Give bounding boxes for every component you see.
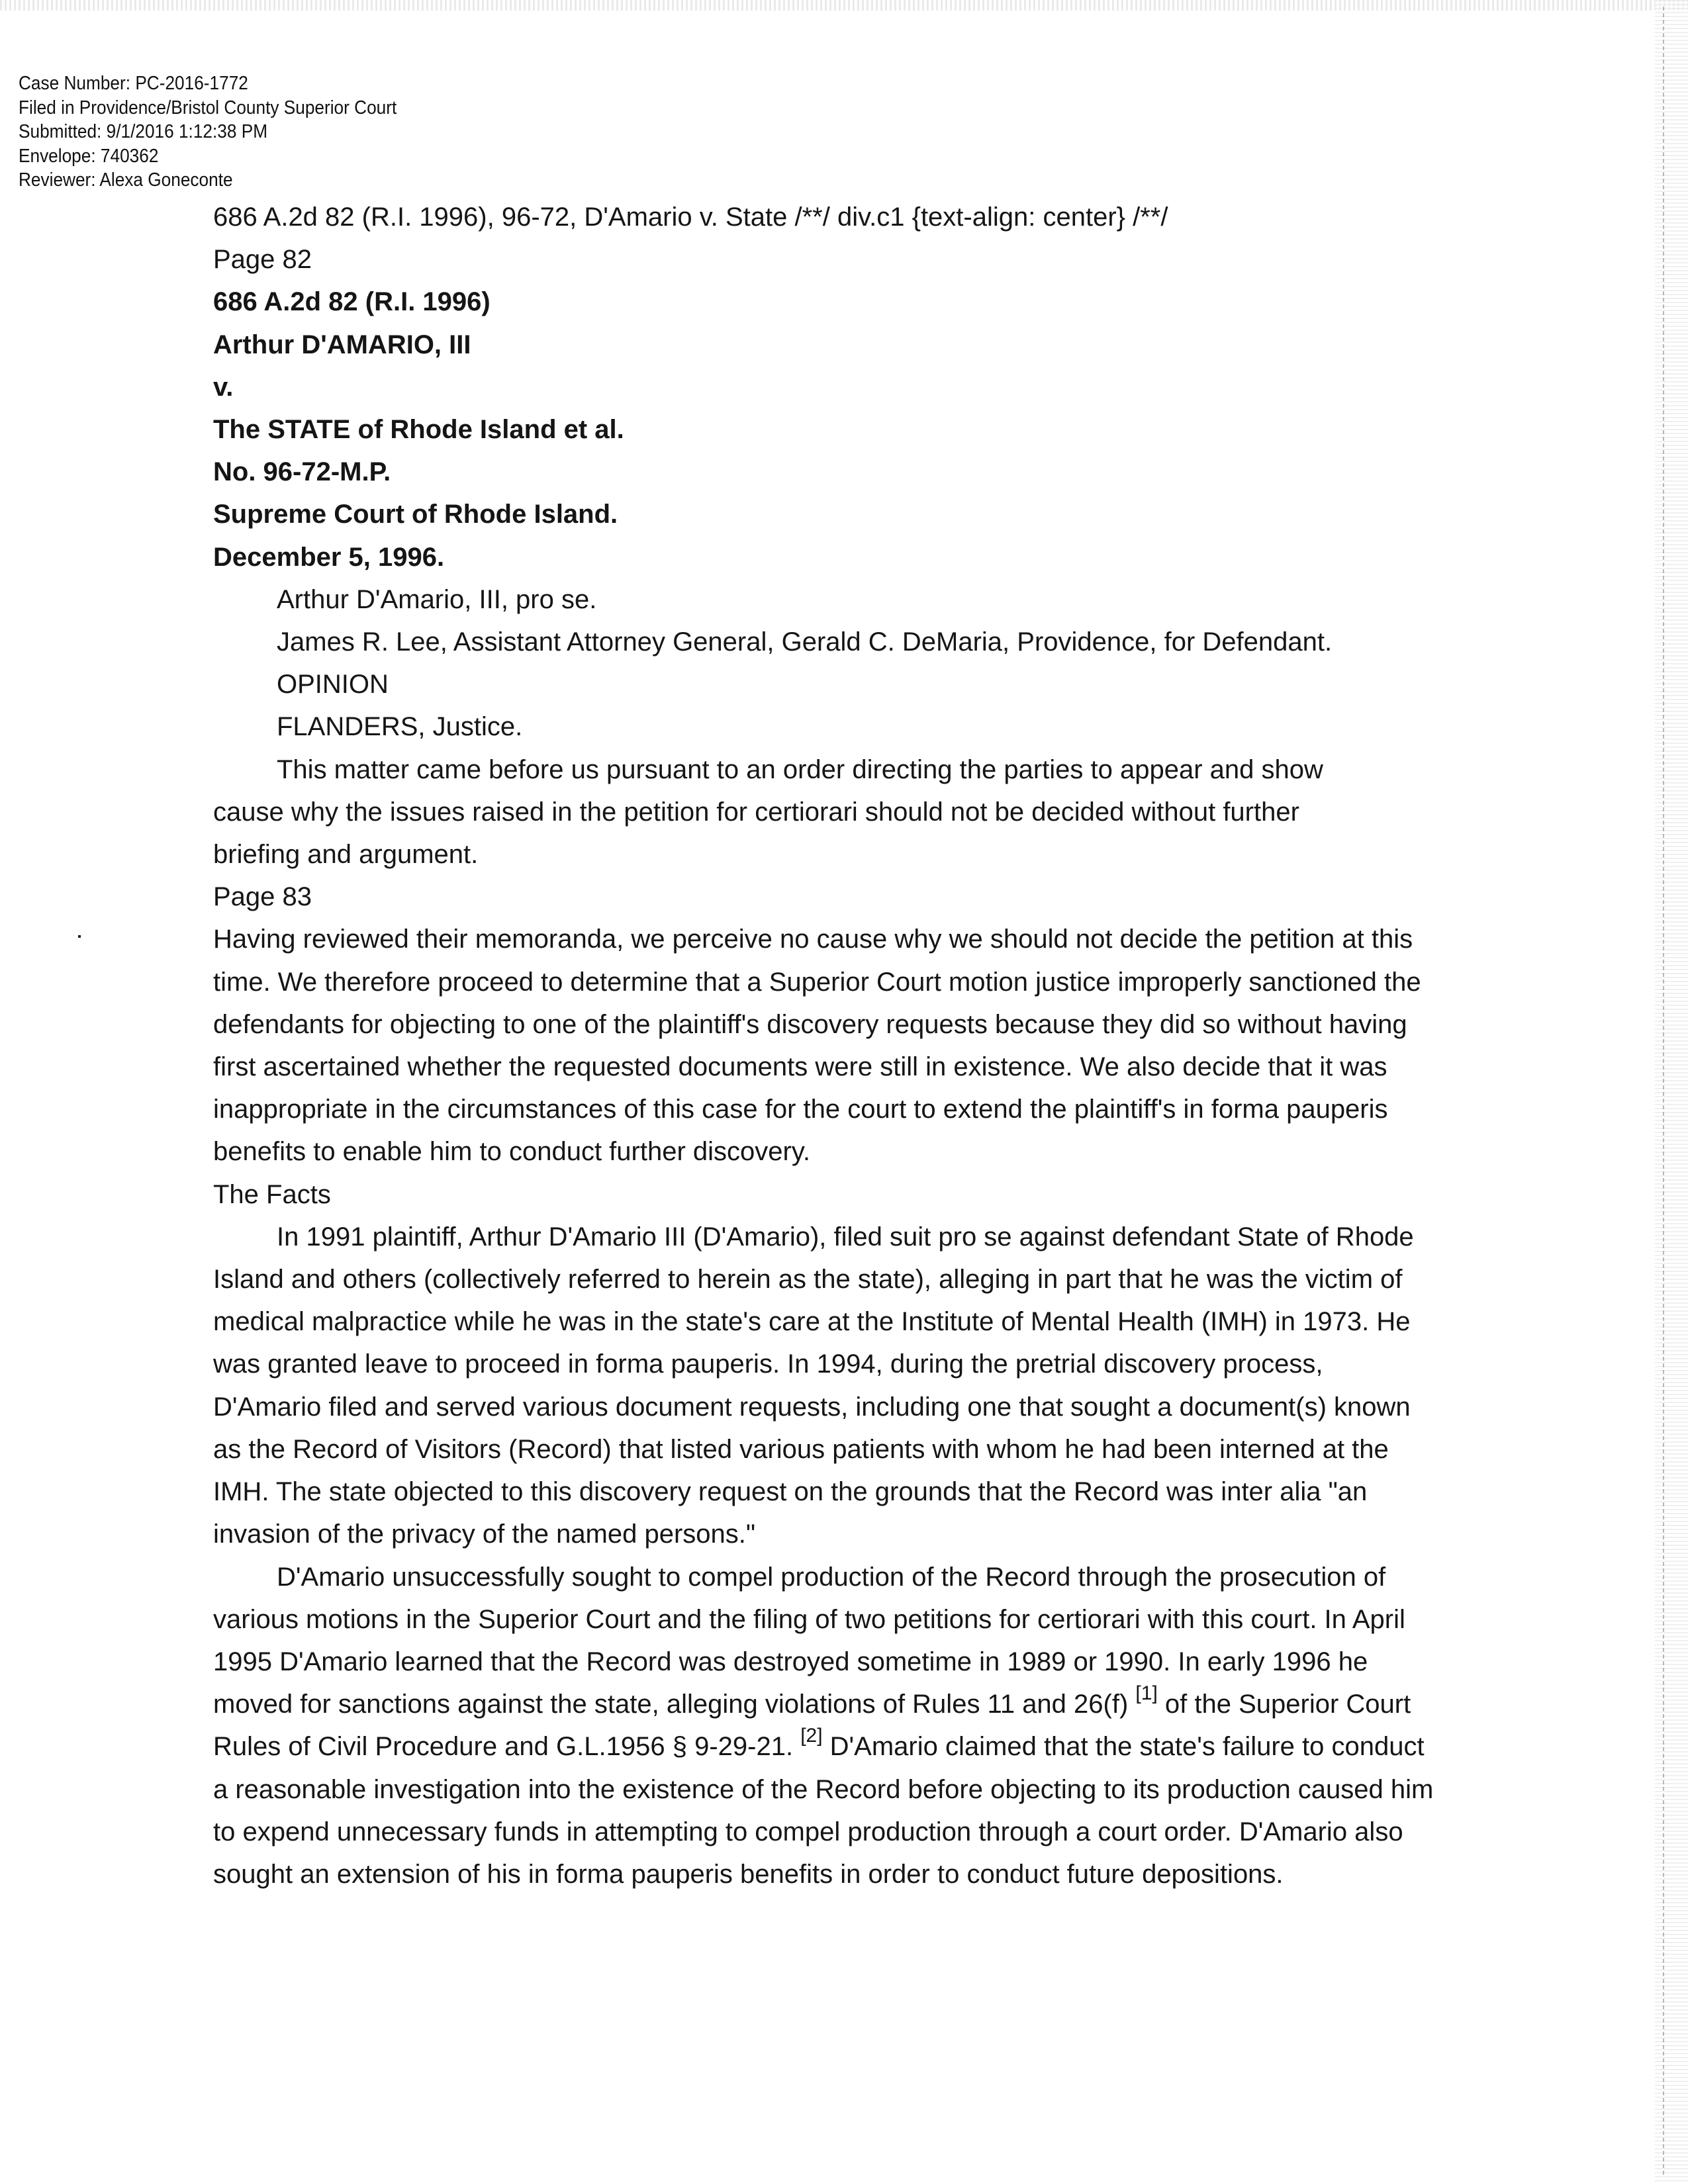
citation-bold: 686 A.2d 82 (R.I. 1996) — [213, 287, 491, 317]
footnote-ref-2[interactable]: [2] — [800, 1724, 823, 1747]
envelope-number: Envelope: 740362 — [19, 145, 159, 167]
facts-paragraph-2-part1: D'Amario unsuccessfully sought to compel production of the Record through the prosecution of various motions in the Superior Court and the filing of two petitions for certiorari with this court. In April 1995 D'Amario learned that the Record was destroyed sometime in 1989 or 1990. In early 1996 he moved for sanctions against the state, alleging violations of Rules 11 and 26(f) — [213, 1562, 1405, 1719]
page-marker-82: Page 82 — [213, 245, 312, 275]
filing-stamp — [19, 71, 397, 193]
facts-paragraph-1: In 1991 plaintiff, Arthur D'Amario III (D'Amario), filed suit pro se against defendant State of Rhode Island and others (collectively referred to herein as the state), alleging in part that he was the victim of medical malpractice while he was in the state's care at the Institute of Mental Health (IMH) in 1973. He was granted leave to proceed in forma pauperis. In 1994, during the pretrial discovery process, D'Amario filed and served various document requests, including one that sought a document(s) known as the Record of Visitors (Record) that listed various patients with whom he had been interned at the IMH. The state objected to this discovery request on the grounds that the Record was inter alia "an invasion of the privacy of the named persons." — [213, 1222, 1414, 1549]
reviewer: Reviewer: Alexa Goneconte — [19, 169, 233, 191]
filed-in: Filed in Providence/Bristol County Superior Court — [19, 97, 397, 118]
opinion-heading: OPINION — [277, 670, 389, 700]
versus: v. — [213, 372, 234, 402]
docket-number: No. 96-72-M.P. — [213, 457, 391, 487]
paragraph-2: Having reviewed their memoranda, we perceive no cause why we should not decide the petition at this time. We therefore proceed to determine that a Superior Court motion justice improperly sanctioned the defendants for objecting to one of the plaintiff's discovery requests because they did so without having first ascertained whether the requested documents were still in existence. We also decide that it was inappropriate in the circumstances of this case for the court to extend the plaintiff's in forma pauperis benefits to enable him to conduct further discovery. — [213, 925, 1421, 1167]
defendant-name: The STATE of Rhode Island et al. — [213, 415, 624, 445]
scan-artifact-right — [1655, 0, 1688, 2184]
citation-line: 686 A.2d 82 (R.I. 1996), 96-72, D'Amario v. State /**/ div.c1 {text-align: center} /**/ — [213, 203, 1168, 232]
decision-date: December 5, 1996. — [213, 542, 445, 572]
plaintiff-name: Arthur D'AMARIO, III — [213, 330, 471, 359]
page-marker-83: Page 83 — [213, 882, 312, 912]
facts-paragraph-2-part3: D'Amario claimed that the state's failure to conduct a reasonable investigation into the existence of the Record before objecting to its production caused him to expend unnecessary funds in attempting to compel production through a court order. D'Amario also sought an extension of his in forma pauperis benefits in order to conduct future depositions. — [213, 1732, 1434, 1889]
court-name: Supreme Court of Rhode Island. — [213, 500, 618, 529]
plaintiff-counsel: Arthur D'Amario, III, pro se. — [277, 584, 597, 614]
scan-artifact-top — [0, 0, 1688, 11]
footnote-ref-1[interactable]: [1] — [1135, 1682, 1158, 1704]
opinion-document — [213, 196, 1511, 1895]
opinion-author: FLANDERS, Justice. — [277, 712, 523, 742]
scan-speck — [78, 935, 81, 938]
intro-paragraph: This matter came before us pursuant to an order directing the parties to appear and show cause why the issues raised in the petition for certiorari should not be decided without further briefing and argument. — [213, 754, 1323, 870]
facts-paragraph-2 — [213, 1556, 1441, 1896]
defendant-counsel: James R. Lee, Assistant Attorney General, Gerald C. DeMaria, Providence, for Defendant. — [277, 627, 1333, 657]
facts-paragraph-2-part2: of the Superior Court Rules of Civil Procedure and G.L.1956 § 9-29-21. — [213, 1690, 1411, 1762]
submitted-timestamp: Submitted: 9/1/2016 1:12:38 PM — [19, 121, 268, 142]
scan-artifact-right-line — [1663, 7, 1664, 2177]
facts-heading: The Facts — [213, 1179, 331, 1209]
case-number: Case Number: PC-2016-1772 — [19, 73, 248, 94]
